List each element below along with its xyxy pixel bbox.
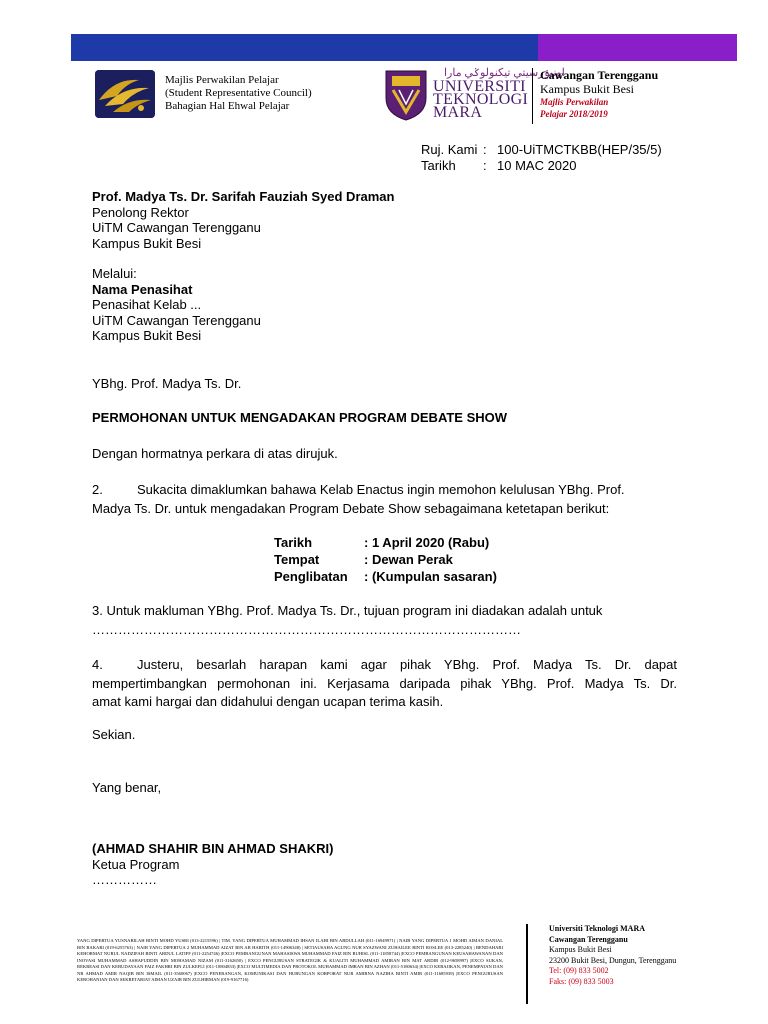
para4-line-3: amat kami hargai dan didahului dengan ucapan terima kasih.	[92, 694, 444, 709]
council-line-2: (Student Representative Council)	[165, 87, 312, 99]
council-text	[165, 74, 312, 113]
uitm-name-line-1: UNIVERSITI	[433, 78, 526, 95]
paragraph-2	[92, 482, 625, 516]
subject-heading: PERMOHONAN UNTUK MENGADAKAN PROGRAM DEBATE SHOW	[92, 410, 508, 425]
para4-line-1: Justeru, besarlah harapan kami agar pihak YBhg. Prof. Madya Ts. Dr. dapat	[137, 657, 677, 672]
footer-address	[549, 924, 676, 987]
detail-row	[274, 534, 497, 551]
footer-addr-1: Universiti Teknologi MARA	[549, 924, 646, 933]
footer-divider	[526, 924, 528, 1004]
uitm-name-line-2: TEKNOLOGI	[433, 91, 529, 108]
via-line-3: Kampus Bukit Besi	[92, 328, 202, 343]
header-bar-purple	[538, 34, 737, 61]
via-line-1: Penasihat Kelab ...	[92, 297, 202, 312]
opening-line: Dengan hormatnya perkara di atas dirujuk.	[92, 446, 338, 461]
signatory-title: Ketua Program	[92, 856, 180, 872]
signatory-block	[92, 841, 333, 888]
uitm-jawi-name: اونيۏرسيتي تيكنولوݢي مارا	[444, 67, 565, 79]
via-label: Melalui:	[92, 266, 137, 281]
para4-number: 4.	[92, 657, 103, 672]
detail-value: : 1 April 2020 (Rabu)	[364, 535, 490, 550]
footer-addr-4: 23200 Bukit Besi, Dungun, Terengganu	[549, 955, 677, 965]
recipient-name: Prof. Madya Ts. Dr. Sarifah Fauziah Syed Draman	[92, 189, 395, 204]
para2-line-1: Sukacita dimaklumkan bahawa Kelab Enactus ingin memohon kelulusan YBhg. Prof.	[137, 482, 625, 497]
detail-row	[274, 568, 497, 585]
para4-line-2: mempertimbangkan permohonan ini. Kerjasama daripada pihak YBhg. Prof. Madya Ts. Dr.	[92, 675, 677, 691]
uitm-name	[433, 80, 528, 119]
para2-number: 2.	[92, 482, 103, 497]
uitm-crest-logo	[383, 68, 429, 122]
via-block	[92, 266, 261, 344]
via-name: Nama Penasihat	[92, 281, 193, 297]
campus-line-4: Pelajar 2018/2019	[540, 109, 608, 119]
ruj-value: 100-UiTMCTKBB(HEP/35/5)	[497, 142, 662, 157]
footer-committee-list: YANG DIPERTUA YUSNABILAH BINTI MOHD YUSRI (013-2215596) | TIM. YANG DIPERTUA MUHAMMAD IHSAN ILAHI BIN ABDULLAH (011-16949971) | NAIB YANG DIPERTUA 1 MOHD AIMAN DANIAL BIN BAKARI (019-6255763) | NAIB YANG DIPERTUA 2 MUHAMMAD AIZAT BIN AB HARITH (011-14906348) | SETIAUSAHA AGUNG NUR SYAZWANI ZUHAILEE BINTI ROSLEE (013-2285240) | BENDAHARI KEHORMAT NURUL NADZIFAH BINTI ABDUL LATIFF (011-2254746) |EXCO PEMBANGUNAN MAHASISWA MUHAMMAD FAIZ BIN RUHISL (011-11858744) |EXCO PEMBANGUNAN KEUSAHAWANAN DAN INOVASI MUHAMMAD ASHAFUDDIN BIN MOHAMAD NIZAM (011-3162650) | EXCO PENGURUSAN STRATEGIK & KUALITI MUHAMMAD AMIRAN BIN MAT ARDIB (012-9658997) |EXCO SUKAN, REKREASI DAN KEBUDAYAAN FAIZ FAKHRI BIN ZULKEFLI (011-10804833) |EXCO MULTIMEDIA DAN PROTOKOL MUHAMMAD IMRAN BIN AZHAN (011-5180634) |EXCO KEBAJIKAN, PENEMPATAN DAN NR AHMAD AMIR NAQIB BIN ISMAIL (011-3560067) |EXCO PENERANGAN, KOMUNIKASI DAN HUBUNGAN KORPORAT NUR AMIRNA NAZIHA BINTI AMIR (011-11685939) |EXCO PENGURUSAN KEROHANIAN DAN SEKRETARIAT AIMAN UZAIR BIN ZULHIRMAN (019-9167716)	[77, 938, 503, 982]
recipient-line-3: Kampus Bukit Besi	[92, 235, 202, 251]
ruj-colon: :	[483, 142, 487, 157]
signatory-dots: ……………	[92, 872, 157, 887]
header-color-bar	[71, 34, 737, 61]
paragraph-3	[92, 603, 602, 637]
footer-addr-2: Cawangan Terengganu	[549, 934, 628, 944]
detail-label: Penglibatan	[274, 569, 348, 584]
tarikh-colon: :	[483, 158, 487, 173]
recipient-block	[92, 189, 394, 251]
uitm-name-line-3: MARA	[433, 104, 483, 121]
program-details	[274, 534, 497, 585]
salutation: YBhg. Prof. Madya Ts. Dr.	[92, 376, 242, 391]
reference-block	[421, 142, 662, 174]
campus-line-2: Kampus Bukit Besi	[540, 82, 635, 96]
detail-label: Tempat	[274, 552, 320, 567]
footer-faks: Faks: (09) 833 5003	[549, 976, 614, 986]
campus-line-3: Majlis Perwakilan	[540, 97, 609, 107]
signatory-name: (AHMAD SHAHIR BIN AHMAD SHAKRI)	[92, 841, 334, 856]
detail-label: Tarikh	[274, 535, 313, 550]
tarikh-label: Tarikh	[421, 158, 456, 173]
para3-line-2: ………………………………………………………………………………………	[92, 621, 521, 637]
council-line-3: Bahagian Hal Ehwal Pelajar	[165, 100, 290, 112]
para3-line-1: 3. Untuk makluman YBhg. Prof. Madya Ts. Dr., tujuan program ini diadakan adalah untuk	[92, 603, 603, 618]
para2-line-2: Madya Ts. Dr. untuk mengadakan Program Debate Show sebagaimana ketetapan berikut:	[92, 500, 610, 516]
detail-value: : (Kumpulan sasaran)	[364, 569, 497, 584]
paragraph-4	[92, 657, 677, 710]
signoff: Yang benar,	[92, 780, 162, 795]
footer-addr-3: Kampus Bukit Besi	[549, 945, 612, 954]
recipient-line-1: Penolong Rektor	[92, 204, 189, 220]
header-bar-blue	[71, 34, 538, 61]
ruj-label: Ruj. Kami	[421, 142, 478, 157]
footer-tel: Tel: (09) 833 5002	[549, 966, 609, 975]
council-logo	[95, 70, 155, 118]
detail-row	[274, 551, 497, 568]
campus-line-1: Cawangan Terengganu	[540, 68, 659, 82]
closing: Sekian.	[92, 727, 136, 742]
tarikh-value: 10 MAC 2020	[497, 158, 577, 173]
recipient-line-2: UiTM Cawangan Terengganu	[92, 220, 261, 235]
council-line-1: Majlis Perwakilan Pelajar	[165, 74, 279, 86]
via-line-2: UiTM Cawangan Terengganu	[92, 312, 261, 328]
campus-info	[532, 68, 722, 124]
detail-value: : Dewan Perak	[364, 552, 453, 567]
